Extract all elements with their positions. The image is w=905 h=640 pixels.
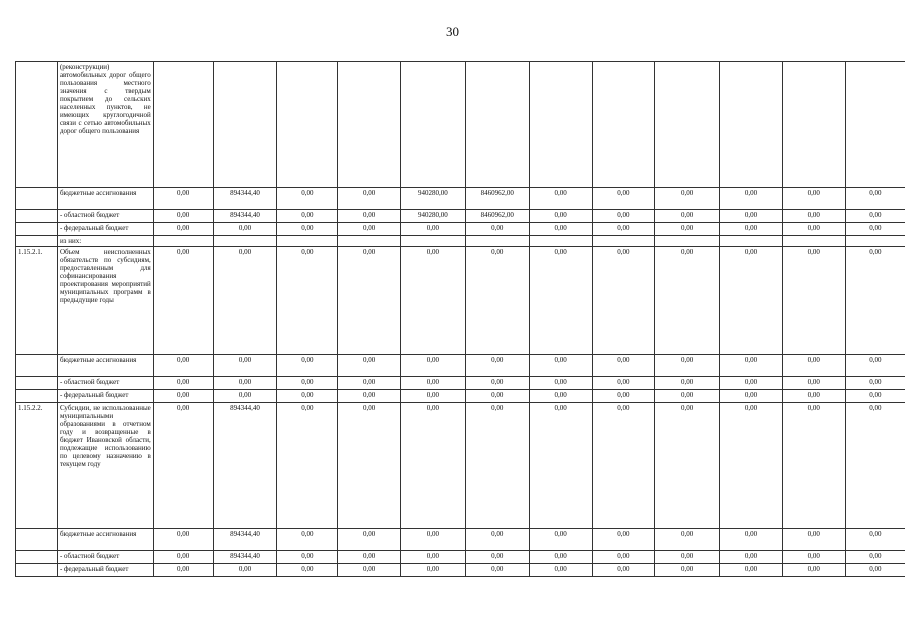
value-cell: 0,00 xyxy=(720,247,783,355)
value-cell: 0,00 xyxy=(592,188,655,210)
value-cell: 0,00 xyxy=(401,377,466,390)
row-code-cell xyxy=(16,529,58,551)
row-code-cell xyxy=(16,188,58,210)
value-cell: 894344,40 xyxy=(213,188,277,210)
value-cell: 0,00 xyxy=(782,551,845,564)
value-cell: 0,00 xyxy=(720,551,783,564)
value-cell xyxy=(338,62,401,188)
value-cell xyxy=(592,62,655,188)
value-cell: 0,00 xyxy=(845,247,905,355)
value-cell: 0,00 xyxy=(529,529,592,551)
value-cell: 0,00 xyxy=(720,188,783,210)
row-code-cell xyxy=(16,223,58,236)
value-cell: 0,00 xyxy=(277,247,338,355)
value-cell: 0,00 xyxy=(277,377,338,390)
value-cell: 0,00 xyxy=(277,564,338,577)
value-cell: 0,00 xyxy=(720,564,783,577)
table-row xyxy=(16,62,905,188)
value-cell: 0,00 xyxy=(529,188,592,210)
value-cell: 0,00 xyxy=(655,247,720,355)
table-row xyxy=(16,403,905,529)
row-code-cell xyxy=(16,551,58,564)
value-cell: 0,00 xyxy=(592,551,655,564)
value-cell: 0,00 xyxy=(338,247,401,355)
value-cell: 0,00 xyxy=(720,355,783,377)
value-cell: 0,00 xyxy=(782,377,845,390)
value-cell: 0,00 xyxy=(338,355,401,377)
value-cell: 0,00 xyxy=(277,390,338,403)
value-cell: 0,00 xyxy=(465,564,529,577)
row-label-cell: - областной бюджет xyxy=(57,377,153,390)
value-cell: 0,00 xyxy=(338,564,401,577)
value-cell: 0,00 xyxy=(655,390,720,403)
value-cell: 0,00 xyxy=(720,377,783,390)
value-cell: 894344,40 xyxy=(213,529,277,551)
row-code-cell xyxy=(16,210,58,223)
value-cell: 0,00 xyxy=(213,247,277,355)
row-code-cell xyxy=(16,236,58,247)
value-cell: 0,00 xyxy=(845,210,905,223)
value-cell xyxy=(720,62,783,188)
value-cell xyxy=(277,62,338,188)
value-cell: 0,00 xyxy=(153,247,213,355)
value-cell xyxy=(401,236,466,247)
value-cell: 0,00 xyxy=(465,529,529,551)
value-cell xyxy=(592,236,655,247)
value-cell: 0,00 xyxy=(153,210,213,223)
table-row xyxy=(16,236,905,247)
value-cell: 0,00 xyxy=(592,390,655,403)
value-cell: 0,00 xyxy=(720,403,783,529)
value-cell: 0,00 xyxy=(592,403,655,529)
value-cell: 0,00 xyxy=(338,188,401,210)
value-cell xyxy=(845,236,905,247)
row-label-cell: бюджетные ассигнования xyxy=(57,188,153,210)
value-cell: 0,00 xyxy=(720,223,783,236)
value-cell: 0,00 xyxy=(845,564,905,577)
value-cell: 0,00 xyxy=(338,223,401,236)
value-cell xyxy=(720,236,783,247)
row-label-cell: из них: xyxy=(57,236,153,247)
value-cell: 0,00 xyxy=(529,377,592,390)
value-cell: 0,00 xyxy=(465,551,529,564)
row-label-cell: - областной бюджет xyxy=(57,551,153,564)
value-cell: 0,00 xyxy=(845,188,905,210)
value-cell xyxy=(782,62,845,188)
row-label-cell: - федеральный бюджет xyxy=(57,390,153,403)
value-cell: 0,00 xyxy=(401,390,466,403)
value-cell: 894344,40 xyxy=(213,551,277,564)
value-cell: 940280,00 xyxy=(401,188,466,210)
value-cell: 0,00 xyxy=(465,247,529,355)
value-cell: 0,00 xyxy=(465,377,529,390)
value-cell: 0,00 xyxy=(465,355,529,377)
value-cell: 0,00 xyxy=(655,564,720,577)
value-cell: 0,00 xyxy=(845,377,905,390)
value-cell: 0,00 xyxy=(655,210,720,223)
value-cell: 0,00 xyxy=(338,551,401,564)
value-cell: 0,00 xyxy=(782,247,845,355)
value-cell: 0,00 xyxy=(401,403,466,529)
value-cell: 0,00 xyxy=(655,529,720,551)
page-number: 30 xyxy=(446,24,459,39)
table-row xyxy=(16,210,905,223)
value-cell: 0,00 xyxy=(277,551,338,564)
value-cell xyxy=(782,236,845,247)
value-cell: 0,00 xyxy=(782,403,845,529)
value-cell: 0,00 xyxy=(153,529,213,551)
value-cell xyxy=(401,62,466,188)
value-cell: 0,00 xyxy=(153,355,213,377)
value-cell: 0,00 xyxy=(277,529,338,551)
row-code-cell xyxy=(16,377,58,390)
value-cell: 0,00 xyxy=(277,223,338,236)
value-cell: 0,00 xyxy=(213,377,277,390)
value-cell: 0,00 xyxy=(655,188,720,210)
value-cell xyxy=(153,62,213,188)
value-cell: 0,00 xyxy=(592,247,655,355)
value-cell xyxy=(465,62,529,188)
value-cell xyxy=(529,62,592,188)
value-cell: 0,00 xyxy=(655,551,720,564)
value-cell: 0,00 xyxy=(845,551,905,564)
value-cell: 0,00 xyxy=(401,355,466,377)
value-cell: 0,00 xyxy=(338,390,401,403)
value-cell: 0,00 xyxy=(277,210,338,223)
table-row xyxy=(16,551,905,564)
row-label-cell: - федеральный бюджет xyxy=(57,564,153,577)
value-cell: 0,00 xyxy=(213,390,277,403)
value-cell: 0,00 xyxy=(213,355,277,377)
value-cell: 0,00 xyxy=(845,355,905,377)
table-row xyxy=(16,377,905,390)
value-cell: 0,00 xyxy=(465,390,529,403)
value-cell: 0,00 xyxy=(401,223,466,236)
budget-table xyxy=(15,61,905,577)
value-cell xyxy=(213,62,277,188)
value-cell xyxy=(213,236,277,247)
value-cell: 894344,40 xyxy=(213,403,277,529)
value-cell: 0,00 xyxy=(401,247,466,355)
value-cell: 0,00 xyxy=(338,210,401,223)
row-label-cell: бюджетные ассигнования xyxy=(57,355,153,377)
value-cell: 0,00 xyxy=(845,529,905,551)
value-cell: 0,00 xyxy=(592,529,655,551)
value-cell: 0,00 xyxy=(338,529,401,551)
value-cell: 0,00 xyxy=(529,390,592,403)
value-cell: 0,00 xyxy=(720,529,783,551)
value-cell: 0,00 xyxy=(782,564,845,577)
value-cell xyxy=(655,236,720,247)
value-cell xyxy=(153,236,213,247)
value-cell: 0,00 xyxy=(782,390,845,403)
table-row xyxy=(16,564,905,577)
value-cell: 0,00 xyxy=(277,403,338,529)
value-cell: 0,00 xyxy=(153,223,213,236)
value-cell: 0,00 xyxy=(529,247,592,355)
value-cell: 0,00 xyxy=(153,390,213,403)
value-cell: 0,00 xyxy=(153,188,213,210)
row-code-cell xyxy=(16,390,58,403)
value-cell: 0,00 xyxy=(213,223,277,236)
value-cell: 0,00 xyxy=(401,551,466,564)
table-row xyxy=(16,188,905,210)
table-row xyxy=(16,529,905,551)
row-label-cell: - областной бюджет xyxy=(57,210,153,223)
value-cell: 0,00 xyxy=(338,403,401,529)
row-label-cell: - федеральный бюджет xyxy=(57,223,153,236)
value-cell: 0,00 xyxy=(277,188,338,210)
value-cell: 0,00 xyxy=(592,223,655,236)
value-cell: 0,00 xyxy=(782,529,845,551)
value-cell: 0,00 xyxy=(782,210,845,223)
row-code-cell xyxy=(16,62,58,188)
value-cell: 0,00 xyxy=(592,355,655,377)
value-cell xyxy=(529,236,592,247)
value-cell xyxy=(338,236,401,247)
row-label-cell: (реконструкции) автомобильных дорог общего пользования местного значения с твердым покрытием до сельских населенных пунктов, не имеющих круглогодичной связи с сетью автомобильных дорог общего пользования xyxy=(57,62,153,188)
table-row xyxy=(16,355,905,377)
value-cell: 0,00 xyxy=(655,403,720,529)
value-cell: 0,00 xyxy=(592,377,655,390)
row-label-cell: Объем неисполненных обязательств по субсидиям, предоставленным для софинансирования проектирования мероприятий муниципальных программ в предыдущие годы xyxy=(57,247,153,355)
value-cell: 0,00 xyxy=(782,223,845,236)
value-cell: 0,00 xyxy=(529,551,592,564)
value-cell: 0,00 xyxy=(529,223,592,236)
value-cell: 0,00 xyxy=(153,564,213,577)
value-cell: 0,00 xyxy=(153,377,213,390)
value-cell: 0,00 xyxy=(277,355,338,377)
table-row xyxy=(16,247,905,355)
value-cell: 0,00 xyxy=(782,188,845,210)
value-cell: 0,00 xyxy=(529,355,592,377)
table-row xyxy=(16,223,905,236)
row-code-cell: 1.15.2.2. xyxy=(16,403,58,529)
row-code-cell: 1.15.2.1. xyxy=(16,247,58,355)
value-cell: 8460962,00 xyxy=(465,188,529,210)
value-cell: 0,00 xyxy=(465,403,529,529)
value-cell: 0,00 xyxy=(213,564,277,577)
value-cell: 8460962,00 xyxy=(465,210,529,223)
value-cell: 0,00 xyxy=(845,403,905,529)
value-cell: 0,00 xyxy=(845,390,905,403)
value-cell: 0,00 xyxy=(338,377,401,390)
value-cell: 0,00 xyxy=(655,223,720,236)
value-cell: 0,00 xyxy=(845,223,905,236)
value-cell: 0,00 xyxy=(529,403,592,529)
value-cell xyxy=(845,62,905,188)
value-cell: 0,00 xyxy=(720,390,783,403)
value-cell: 0,00 xyxy=(592,564,655,577)
value-cell: 0,00 xyxy=(153,551,213,564)
value-cell: 894344,40 xyxy=(213,210,277,223)
value-cell: 0,00 xyxy=(465,223,529,236)
value-cell: 0,00 xyxy=(655,377,720,390)
table-row xyxy=(16,390,905,403)
row-code-cell xyxy=(16,355,58,377)
value-cell: 940280,00 xyxy=(401,210,466,223)
row-label-cell: бюджетные ассигнования xyxy=(57,529,153,551)
value-cell: 0,00 xyxy=(655,355,720,377)
value-cell: 0,00 xyxy=(720,210,783,223)
value-cell xyxy=(277,236,338,247)
value-cell: 0,00 xyxy=(782,355,845,377)
value-cell: 0,00 xyxy=(529,210,592,223)
value-cell xyxy=(655,62,720,188)
value-cell xyxy=(465,236,529,247)
value-cell: 0,00 xyxy=(153,403,213,529)
value-cell: 0,00 xyxy=(401,529,466,551)
value-cell: 0,00 xyxy=(592,210,655,223)
row-label-cell: Субсидии, не использованные муниципальными образованиями в отчетном году и возвращенные в бюджет Ивановской области, подлежащие использованию по целевому назначению в текущем году xyxy=(57,403,153,529)
value-cell: 0,00 xyxy=(401,564,466,577)
row-code-cell xyxy=(16,564,58,577)
value-cell: 0,00 xyxy=(529,564,592,577)
